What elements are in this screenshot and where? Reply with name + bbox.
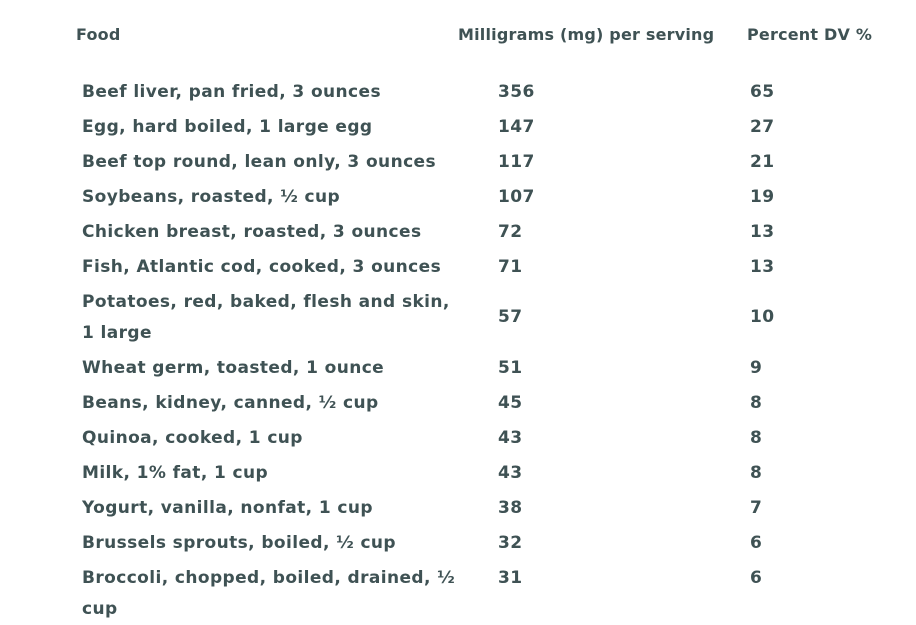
food-cell: Soybeans, roasted, ½ cup [82,187,341,207]
food-cell: Fish, Atlantic cod, cooked, 3 ounces [82,257,442,277]
percent-dv-cell: 13 [750,222,775,242]
food-cell: Beef top round, lean only, 3 ounces [82,152,436,172]
food-cell: Chicken breast, roasted, 3 ounces [82,222,422,242]
percent-dv-cell: 65 [750,82,775,102]
percent-dv-cell: 8 [750,463,763,483]
table-row [0,180,916,215]
table-row [0,110,916,145]
milligrams-cell: 45 [498,393,523,413]
percent-dv-cell: 13 [750,257,775,277]
milligrams-cell: 107 [498,187,535,207]
milligrams-cell: 38 [498,498,523,518]
food-cell: Egg, hard boiled, 1 large egg [82,117,373,137]
table-row [0,526,916,561]
table-row [0,351,916,386]
table-row [0,421,916,456]
food-cell: Potatoes, red, baked, flesh and skin, 1 large [82,292,450,343]
food-cell: Brussels sprouts, boiled, ½ cup [82,533,396,553]
milligrams-cell: 43 [498,428,523,448]
milligrams-cell: 43 [498,463,523,483]
table-row [0,561,916,619]
table-row [0,215,916,250]
percent-dv-cell: 6 [750,568,763,588]
table-row [0,491,916,526]
food-cell: Beef liver, pan fried, 3 ounces [82,82,381,102]
table-row [0,145,916,180]
percent-dv-cell: 7 [750,498,763,518]
column-header-percent-dv: Percent DV % [747,25,873,44]
percent-dv-cell: 27 [750,117,775,137]
percent-dv-cell: 10 [750,307,775,327]
milligrams-cell: 147 [498,117,535,137]
milligrams-cell: 51 [498,358,523,378]
food-cell: Broccoli, chopped, boiled, drained, ½ cup [82,568,456,619]
food-cell: Yogurt, vanilla, nonfat, 1 cup [82,498,373,518]
column-header-food: Food [76,25,121,44]
table-header-row [0,22,916,48]
table-row [0,75,916,110]
milligrams-cell: 117 [498,152,535,172]
percent-dv-cell: 8 [750,393,763,413]
table-row [0,285,916,351]
milligrams-cell: 71 [498,257,523,277]
percent-dv-cell: 9 [750,358,763,378]
table-row [0,456,916,491]
column-header-milligrams: Milligrams (mg) per serving [458,25,715,44]
food-cell: Quinoa, cooked, 1 cup [82,428,303,448]
table-row [0,250,916,285]
table-body [0,75,916,619]
food-cell: Milk, 1% fat, 1 cup [82,463,269,483]
percent-dv-cell: 21 [750,152,775,172]
milligrams-cell: 57 [498,307,523,327]
percent-dv-cell: 19 [750,187,775,207]
percent-dv-cell: 6 [750,533,763,553]
milligrams-cell: 31 [498,568,523,588]
milligrams-cell: 72 [498,222,523,242]
milligrams-cell: 356 [498,82,535,102]
food-cell: Wheat germ, toasted, 1 ounce [82,358,385,378]
milligrams-cell: 32 [498,533,523,553]
percent-dv-cell: 8 [750,428,763,448]
food-cell: Beans, kidney, canned, ½ cup [82,393,379,413]
table-row [0,386,916,421]
